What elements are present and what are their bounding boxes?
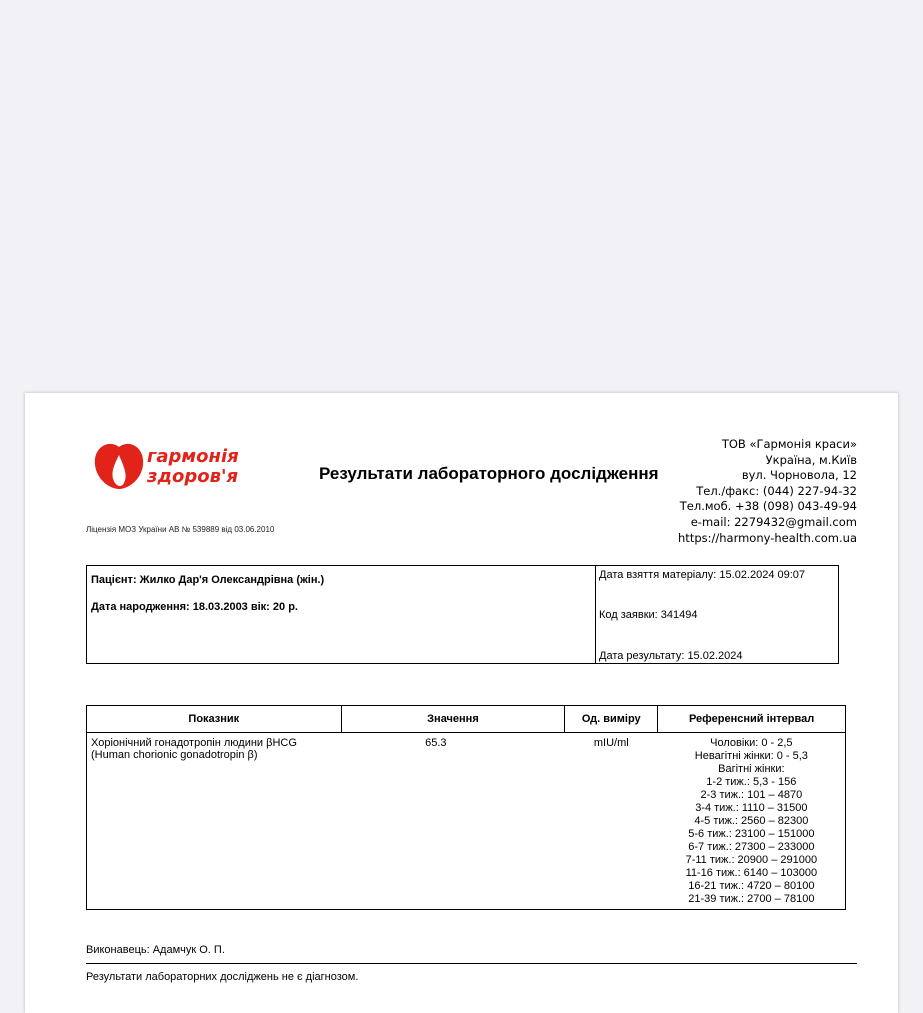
header-unit: Од. виміру bbox=[565, 706, 658, 733]
table-header-row bbox=[87, 706, 846, 733]
header-value: Значення bbox=[341, 706, 565, 733]
value-cell: 65.3 bbox=[341, 733, 565, 910]
lab-report-page bbox=[25, 393, 898, 1013]
company-country-city: Україна, м.Київ bbox=[765, 452, 857, 467]
reference-line: 1-2 тиж.: 5,3 - 156 bbox=[706, 776, 797, 788]
company-website: https://harmony-health.com.ua bbox=[678, 530, 857, 545]
company-name: ТОВ «Гармонія краси» bbox=[721, 437, 857, 451]
reference-line: 6-7 тиж.: 27300 – 233000 bbox=[688, 841, 815, 853]
reference-line: Вагітні жінки: bbox=[718, 763, 785, 775]
order-code: Код заявки: 341494 bbox=[599, 609, 698, 621]
reference-line: 3-4 тиж.: 1110 – 31500 bbox=[695, 802, 808, 814]
footer-divider bbox=[86, 963, 857, 964]
reference-line: 21-39 тиж.: 2700 – 78100 bbox=[688, 893, 815, 905]
reference-line: 2-3 тиж.: 101 – 4870 bbox=[700, 789, 803, 801]
reference-line: 11-16 тиж.: 6140 – 103000 bbox=[685, 867, 818, 879]
indicator-name-ua: Хоріонічний гонадотропін людини βHCG bbox=[91, 737, 297, 749]
reference-line: 16-21 тиж.: 4720 – 80100 bbox=[688, 880, 815, 892]
company-email: e-mail: 2279432@gmail.com bbox=[690, 514, 857, 529]
reference-line: 4-5 тиж.: 2560 – 82300 bbox=[694, 815, 809, 827]
performer: Виконавець: Адамчук О. П. bbox=[86, 944, 225, 956]
disclaimer: Результати лабораторних досліджень не є діагнозом. bbox=[86, 971, 359, 983]
reference-line: 5-6 тиж.: 23100 – 151000 bbox=[688, 828, 815, 840]
reference-line: 7-11 тиж.: 20900 – 291000 bbox=[685, 854, 818, 866]
logo-text-line2: здоров'я bbox=[147, 466, 239, 487]
indicator-cell bbox=[87, 733, 342, 910]
table-row bbox=[87, 733, 846, 910]
patient-name: Пацієнт: Жилко Дар'я Олександрівна (жін.) bbox=[91, 574, 325, 586]
drop-logo-icon bbox=[93, 441, 145, 493]
company-logo bbox=[93, 441, 253, 493]
reference-line: Невагітні жінки: 0 - 5,3 bbox=[694, 750, 808, 762]
result-date: Дата результату: 15.02.2024 bbox=[599, 650, 743, 662]
patient-info-box bbox=[86, 565, 839, 664]
company-phone-fax: Тел./факс: (044) 227-94-32 bbox=[696, 483, 857, 498]
company-info bbox=[678, 437, 857, 546]
reference-cell bbox=[658, 733, 846, 910]
page-title: Результати лабораторного дослідження bbox=[319, 464, 659, 483]
sample-date: Дата взяття матеріалу: 15.02.2024 09:07 bbox=[599, 569, 806, 581]
license-text: Ліцензія МОЗ України АВ № 539889 від 03.06.2010 bbox=[86, 525, 275, 534]
company-mobile: Тел.моб. +38 (098) 043-49-94 bbox=[679, 499, 857, 514]
results-table bbox=[86, 705, 846, 910]
reference-line: Чоловіки: 0 - 2,5 bbox=[710, 737, 793, 749]
indicator-name-en: (Human chorionic gonadotropin β) bbox=[91, 749, 258, 761]
patient-box-divider bbox=[595, 566, 596, 663]
unit-cell: mIU/ml bbox=[565, 733, 658, 910]
company-street: вул. Чорновола, 12 bbox=[741, 468, 857, 483]
patient-birth-date: Дата народження: 18.03.2003 вік: 20 р. bbox=[91, 601, 298, 613]
header-indicator: Показник bbox=[87, 706, 342, 733]
header-reference: Референсний інтервал bbox=[658, 706, 846, 733]
logo-text-line1: гармонія bbox=[147, 446, 239, 467]
